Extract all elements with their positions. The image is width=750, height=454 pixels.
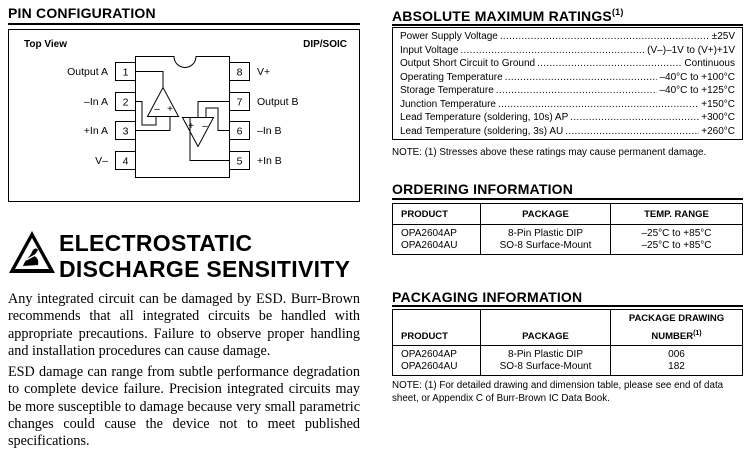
rating-row: Junction Temperature ..... +150°C — [400, 99, 735, 113]
pin-6-number: 6 — [236, 125, 243, 138]
amp-a-minus-wire — [136, 102, 157, 126]
package-label: DIP/SOIC — [303, 39, 347, 50]
abs-max-title-text: ABSOLUTE MAXIMUM RATINGS — [392, 8, 612, 24]
packaging-header-package: PACKAGE — [481, 310, 611, 346]
packaging-header-drawing-line2: NUMBER$^{(1)}$ — [651, 330, 702, 343]
rating-row: Operating Temperature ..... –40°C to +100°C — [400, 72, 735, 86]
pin-7-name: Output B — [257, 96, 299, 108]
pin-1-name: Output A — [67, 66, 108, 78]
pin-7-number: 7 — [236, 96, 243, 109]
amp-a-triangle — [148, 88, 179, 117]
packaging-title: PACKAGING INFORMATION — [392, 289, 583, 305]
ordering-header-product: PRODUCT — [393, 204, 481, 225]
abs-max-note: NOTE: (1) Stresses above these ratings may cause permanent damage. — [392, 147, 707, 158]
esd-title-line2: DISCHARGE SENSITIVITY — [59, 256, 351, 282]
pin-5-number: 5 — [236, 155, 243, 168]
top-view-label: Top View — [24, 39, 67, 50]
pin-4-number: 4 — [122, 155, 129, 168]
abs-max-title-footnote: (1) — [611, 7, 624, 17]
pin-6-name: –In B — [257, 125, 282, 137]
amp-b-plus-sign: + — [188, 121, 194, 132]
rating-row: Lead Temperature (soldering, 3s) AU ..... +260°C — [400, 126, 735, 140]
packaging-header-drawing — [611, 310, 743, 346]
ordering-header-temp: TEMP. RANGE — [611, 204, 743, 225]
pin-3-number: 3 — [122, 125, 129, 138]
abs-max-title — [392, 8, 624, 24]
ordering-temps: –25°C to +85°C –25°C to +85°C — [611, 225, 743, 255]
packaging-packages: 8-Pin Plastic DIP SO-8 Surface-Mount — [481, 346, 611, 376]
amp-b-minus-sign: – — [202, 121, 208, 132]
amp-b-minus-wire — [206, 108, 230, 131]
ordering-packages: 8-Pin Plastic DIP SO-8 Surface-Mount — [481, 225, 611, 255]
esd-title — [59, 230, 350, 282]
rating-row: Output Short Circuit to Ground ..... Continuous — [400, 58, 735, 72]
pin-3-name: +In A — [83, 125, 108, 137]
esd-paragraph-2: ESD damage can range from subtle performance degradation to complete device failure. Precision integrated circuits may be more susceptible to damage because very small parametric changes could cause the device not to meet published specifications. — [8, 364, 360, 450]
pin-2-number: 2 — [122, 96, 129, 109]
amp-a-plus-wire — [136, 117, 171, 131]
abs-max-rule — [392, 24, 743, 26]
pin-8-number: 8 — [236, 66, 243, 79]
esd-paragraph-1: Any integrated circuit can be damaged by ESD. Burr-Brown recommends that all integrated circuits be handled with appropriate precautions. Failure to observe proper handling and installation procedures can cause damage. — [8, 291, 360, 359]
pin-1-number: 1 — [122, 66, 129, 79]
rating-row: Power Supply Voltage ..... ±25V — [400, 31, 735, 45]
rating-row: Lead Temperature (soldering, 10s) AP ..... +300°C — [400, 112, 735, 126]
amp-b-output-wire — [198, 102, 230, 118]
ordering-products: OPA2604AP OPA2604AU — [393, 225, 481, 255]
pin-2-name: –In A — [84, 96, 108, 108]
rating-row: Storage Temperature ..... –40°C to +125°C — [400, 85, 735, 99]
abs-max-ratings-box — [392, 27, 743, 140]
ordering-header-package: PACKAGE — [481, 204, 611, 225]
amp-a-plus-sign: + — [167, 104, 173, 115]
packaging-header-drawing-line1: PACKAGE DRAWING — [628, 313, 725, 324]
pin-5-name: +In B — [257, 155, 282, 167]
packaging-table — [392, 309, 743, 376]
esd-warning-icon — [8, 230, 56, 274]
ordering-rule — [392, 198, 743, 200]
pin-8-name: V+ — [257, 66, 271, 78]
esd-title-line1: ELECTROSTATIC — [59, 230, 253, 256]
amp-a-output-wire — [136, 72, 164, 88]
packaging-numbers: 006 182 — [611, 346, 743, 376]
packaging-rule — [392, 305, 743, 307]
packaging-note: NOTE: (1) For detailed drawing and dimension table, please see end of data sheet, or Appendix C of Burr-Brown IC Data Book. — [392, 380, 724, 404]
rating-row: Input Voltage ..... (V–)–1V to (V+)+1V — [400, 45, 735, 59]
pin-config-title: PIN CONFIGURATION — [8, 5, 156, 21]
packaging-products: OPA2604AP OPA2604AU — [393, 346, 481, 376]
ordering-table — [392, 203, 743, 255]
packaging-header-product: PRODUCT — [393, 310, 481, 346]
amp-a-minus-sign: – — [154, 104, 160, 115]
pin-4-name: V– — [95, 155, 108, 167]
ordering-title: ORDERING INFORMATION — [392, 181, 574, 197]
